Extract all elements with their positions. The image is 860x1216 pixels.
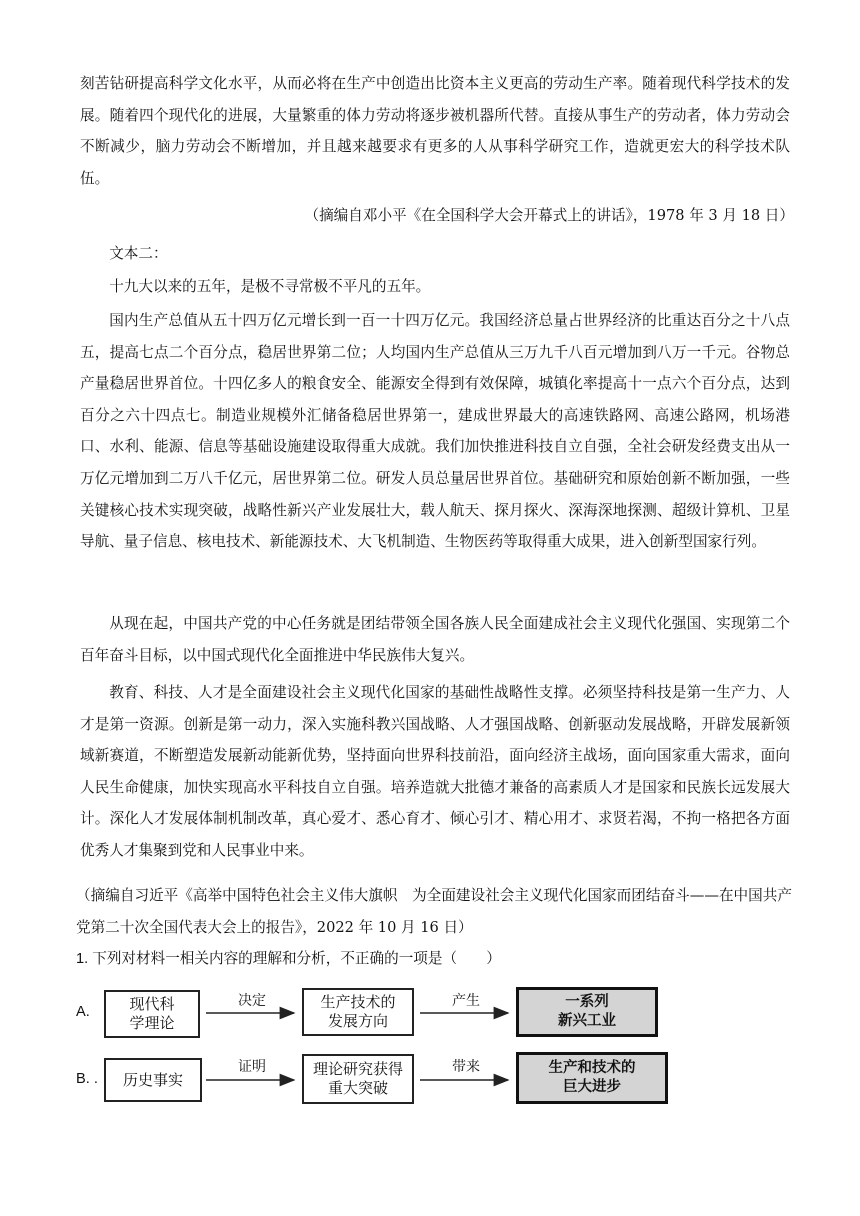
paragraph-text1-continued: 刻苦钻研提高科学文化水平，从而必将在生产中创造出比资本主义更高的劳动生产率。随着现代科学技术的发展。随着四个现代化的进展，大量繁重的体力劳动将逐步被机器所代替。直接从事生产的劳动者，体力劳动会不断减少，脑力劳动会不断增加，并且越来越要求有更多的人从事科学研究工作，造就更宏大的科学技术队伍。 xyxy=(80,75,790,187)
option-b-box-history: 历史事实 xyxy=(104,1058,202,1102)
option-a-arrow1-label: 决定 xyxy=(238,993,266,1009)
option-a-box-direction: 生产技术的 发展方向 xyxy=(302,988,414,1036)
option-b-box-breakthrough: 理论研究获得 重大突破 xyxy=(302,1054,414,1104)
paragraph-education-science: 教育、科技、人才是全面建设社会主义现代化国家的基础性战略性支撑。必须坚持科技是第一生产力、人才是第一资源。创新是第一动力，深入实施科教兴国战略、人才强国战略、创新驱动发展战略，开辟发展新领域新赛道，不断塑造发展新动能新优势，坚持面向世界科技前沿，面向经济主战场，面向国家重大需求，面向人民生命健康，加快实现高水平科技自立自强。培养造就大批德才兼备的高素质人才是国家和民族长远发展大计。深化人才发展体制机制改革，真心爱才、悉心育才、倾心引才、精心用才、求贤若渴，不拘一格把各方面优秀人才集聚到党和人民事业中来。 xyxy=(80,684,790,859)
option-a-arrow2-label: 产生 xyxy=(452,993,480,1009)
option-b-letter[interactable]: B. . xyxy=(76,1071,98,1087)
option-a-letter[interactable]: A. xyxy=(76,1004,90,1020)
section-heading-text2: 文本二： xyxy=(109,245,168,262)
paragraph-central-task: 从现在起，中国共产党的中心任务就是团结带领全国各族人民全面建成社会主义现代化强国、实现第二个百年奋斗目标，以中国式现代化全面推进中华民族伟大复兴。 xyxy=(80,615,790,664)
question-stem: 1. 下列对材料一相关内容的理解和分析，不正确的一项是（ ） xyxy=(76,951,501,967)
option-a-box-theory: 现代科 学理论 xyxy=(104,990,200,1038)
paragraph-intro: 十九大以来的五年，是极不寻常极不平凡的五年。 xyxy=(109,278,431,295)
source-citation-2: （摘编自习近平《高举中国特色社会主义伟大旗帜 为全面建设社会主义现代化国家而团结奋斗——在中国共产党第二十次全国代表大会上的报告》，2022 年 10 月 16 日） xyxy=(76,887,792,936)
source-citation-1: （摘编自邓小平《在全国科学大会开幕式上的讲话》，1978 年 3 月 18 日） xyxy=(304,207,794,224)
option-b-box-progress: 生产和技术的 巨大进步 xyxy=(516,1052,668,1104)
option-b-arrow1-label: 证明 xyxy=(238,1059,266,1075)
option-a-box-industry: 一系列 新兴工业 xyxy=(516,987,658,1037)
paragraph-achievements: 国内生产总值从五十四万亿元增长到一百一十四万亿元。我国经济总量占世界经济的比重达百分之十八点五，提高七点二个百分点，稳居世界第二位；人均国内生产总值从三万九千八百元增加到八万一千元。谷物总产量稳居世界首位。十四亿多人的粮食安全、能源安全得到有效保障，城镇化率提高十一点六个百分点，达到百分之六十四点七。制造业规模外汇储备稳居世界第一，建成世界最大的高速铁路网、高速公路网，机场港口、水利、能源、信息等基础设施建设取得重大成就。我们加快推进科技自立自强，全社会研发经费支出从一万亿元增加到二万八千亿元，居世界第二位。研发人员总量居世界首位。基础研究和原始创新不断加强，一些关键核心技术实现突破，战略性新兴产业发展壮大，载人航天、探月探火、深海深地探测、超级计算机、卫星导航、量子信息、核电技术、新能源技术、大飞机制造、生物医药等取得重大成果，进入创新型国家行列。 xyxy=(80,312,790,551)
option-b-arrow2-label: 带来 xyxy=(452,1059,480,1075)
